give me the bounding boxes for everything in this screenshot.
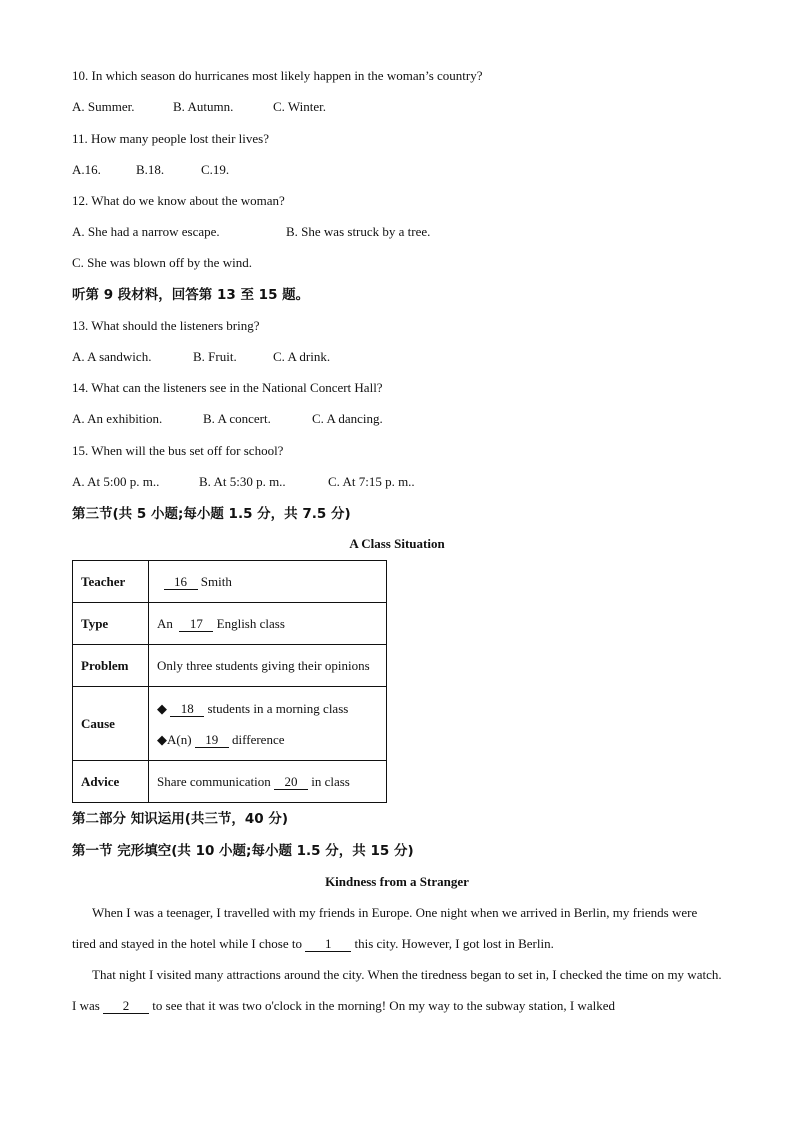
option: A. Summer. xyxy=(72,99,135,114)
row-label: Teacher xyxy=(73,561,149,603)
answer-blank: 19 xyxy=(195,733,229,748)
option: C. Winter. xyxy=(273,99,327,114)
option: A.16. xyxy=(72,162,101,177)
question-13: 13. What should the listeners bring? xyxy=(72,318,260,333)
question-15: 15. When will the bus set off for school? xyxy=(72,443,284,458)
answer-blank: 17 xyxy=(179,617,213,632)
section-heading: 第一节 完形填空(共 10 小题;每小题 1.5 分，共 15 分) xyxy=(72,843,414,859)
table-row xyxy=(73,761,387,803)
option: B. Fruit. xyxy=(193,349,237,364)
row-value: An 17 English class xyxy=(149,603,387,645)
question-10: 10. In which season do hurricanes most likely happen in the woman’s country? xyxy=(72,68,483,83)
question-12-option-c: C. She was blown off by the wind. xyxy=(72,255,252,270)
option: B. At 5:30 p. m.. xyxy=(199,474,286,489)
question-12: 12. What do we know about the woman? xyxy=(72,193,285,208)
option: A. At 5:00 p. m.. xyxy=(72,474,160,489)
answer-blank: 16 xyxy=(164,575,198,590)
question-11: 11. How many people lost their lives? xyxy=(72,131,270,146)
table-row xyxy=(73,687,387,761)
option: C. A dancing. xyxy=(312,411,383,426)
row-value: Share communication 20 in class xyxy=(149,761,387,803)
option: B. Autumn. xyxy=(173,99,234,114)
option: C. A drink. xyxy=(273,349,331,364)
row-label: Type xyxy=(73,603,149,645)
option: A. She had a narrow escape. xyxy=(72,224,220,239)
question-11-options xyxy=(72,162,229,178)
question-15-options xyxy=(72,474,415,490)
question-12-options-ab xyxy=(72,224,430,240)
option: C.19. xyxy=(201,162,230,177)
cause-line: ◆ 18 students in a morning class xyxy=(157,700,349,716)
question-14-options xyxy=(72,411,383,427)
answer-blank: 20 xyxy=(274,775,308,790)
passage-title: Kindness from a Stranger xyxy=(325,874,469,889)
passage-body xyxy=(72,897,722,1021)
passage-paragraph: When I was a teenager, I travelled with my friends in Europe. One night when we arrived in Berlin, my friends were tired and stayed in the hotel while I chose to 1 this city. However, I got lost in Berlin. xyxy=(72,905,698,951)
section-heading: 第三节(共 5 小题;每小题 1.5 分，共 7.5 分) xyxy=(72,506,351,522)
cloze-blank: 2 xyxy=(103,999,149,1014)
option: A. A sandwich. xyxy=(72,349,152,364)
row-value: Only three students giving their opinions xyxy=(149,645,387,687)
row-value: 16 Smith xyxy=(149,561,387,603)
cloze-blank: 1 xyxy=(305,937,351,952)
answer-blank: 18 xyxy=(170,702,204,717)
table-title: A Class Situation xyxy=(349,536,445,551)
option: A. An exhibition. xyxy=(72,411,163,426)
table-row xyxy=(73,561,387,603)
table-row xyxy=(73,603,387,645)
row-value xyxy=(149,687,387,761)
question-13-options xyxy=(72,349,330,365)
question-10-options xyxy=(72,99,326,115)
option: C. At 7:15 p. m.. xyxy=(328,474,415,489)
row-label: Problem xyxy=(73,645,149,687)
option: B. A concert. xyxy=(203,411,271,426)
row-label: Cause xyxy=(73,687,149,761)
cause-line: ◆A(n) 19 difference xyxy=(157,731,285,747)
option: B. She was struck by a tree. xyxy=(286,224,431,239)
option: B.18. xyxy=(136,162,165,177)
part-heading: 第二部分 知识运用(共三节，40 分) xyxy=(72,811,289,827)
table-row xyxy=(73,645,387,687)
section-heading: 听第 9 段材料，回答第 13 至 15 题。 xyxy=(72,287,310,303)
passage-paragraph: That night I visited many attractions around the city. When the tiredness began to set in, I checked the time on my watch. I was 2 to see that it was two o'clock in the morning! On my way to the subway station, I walked xyxy=(72,967,722,1013)
class-situation-table xyxy=(72,560,387,803)
question-14: 14. What can the listeners see in the National Concert Hall? xyxy=(72,380,383,395)
row-label: Advice xyxy=(73,761,149,803)
